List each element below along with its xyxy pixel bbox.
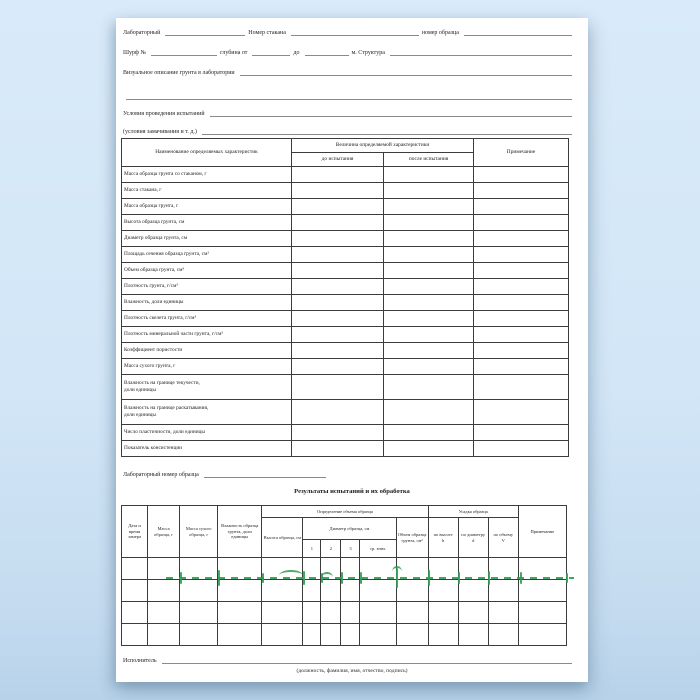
- empty-value-cell: [292, 215, 384, 231]
- empty-result-cell: [396, 580, 428, 602]
- empty-value-cell: [384, 441, 474, 457]
- empty-result-cell: [218, 580, 262, 602]
- shrinkage-sub-header: по объему V: [488, 518, 518, 558]
- blank-visual-description: [240, 67, 572, 76]
- green-tick-mark: [566, 573, 568, 583]
- empty-value-cell: [384, 231, 474, 247]
- table-row: [122, 425, 569, 441]
- table-row: [122, 183, 569, 199]
- empty-value-cell: [474, 375, 569, 400]
- characteristic-label: Высота образца грунта, см: [122, 215, 292, 231]
- volume-group-header: Определение объема образца: [262, 506, 428, 518]
- label-executor: Исполнитель: [123, 658, 157, 664]
- empty-value-cell: [474, 199, 569, 215]
- empty-result-cell: [321, 580, 341, 602]
- empty-value-cell: [384, 359, 474, 375]
- empty-value-cell: [474, 359, 569, 375]
- value-group-header: Величина определяемой характеристики: [292, 139, 474, 153]
- blank-soaking-conditions: [202, 126, 572, 135]
- empty-result-cell: [488, 624, 518, 646]
- empty-value-cell: [292, 375, 384, 400]
- characteristic-label: Влажность на границе раскатывания, доли единицы: [122, 400, 292, 425]
- empty-value-cell: [474, 311, 569, 327]
- table-row: [122, 295, 569, 311]
- table-row: [122, 231, 569, 247]
- empty-value-cell: [474, 215, 569, 231]
- characteristic-label: Плотность скелета грунта, г/см³: [122, 311, 292, 327]
- empty-value-cell: [474, 231, 569, 247]
- empty-value-cell: [292, 311, 384, 327]
- shrinkage-group-header: Усадка образца: [428, 506, 518, 518]
- empty-result-cell: [458, 624, 488, 646]
- empty-value-cell: [474, 343, 569, 359]
- label-soaking-conditions: (условия замачивания и т. д.): [123, 129, 197, 135]
- empty-value-cell: [474, 167, 569, 183]
- blank-depth-to: [305, 47, 349, 56]
- blank-executor: [162, 655, 572, 664]
- label-lab-sample-number: Лабораторный номер образца: [123, 472, 199, 478]
- empty-value-cell: [474, 327, 569, 343]
- before-test-header: до испытания: [292, 153, 384, 167]
- empty-result-cell: [122, 624, 148, 646]
- empty-value-cell: [474, 441, 569, 457]
- empty-value-cell: [384, 247, 474, 263]
- empty-result-cell: [180, 580, 218, 602]
- characteristic-label: Показатель консистенции: [122, 441, 292, 457]
- empty-result-cell: [488, 602, 518, 624]
- table-row: [122, 263, 569, 279]
- diameter-sub-header: 1: [303, 540, 321, 558]
- blank-lab-sample-number: [204, 469, 326, 478]
- empty-value-cell: [384, 199, 474, 215]
- empty-result-cell: [148, 580, 180, 602]
- label-visual-description: Визуальное описание грунта в лаборатории: [123, 70, 235, 76]
- green-tick-mark: [341, 572, 343, 584]
- empty-result-cell: [303, 580, 321, 602]
- green-tick-mark: [262, 573, 264, 583]
- results-note-header: Примечание: [518, 506, 566, 558]
- empty-result-cell: [428, 602, 458, 624]
- results-row: [122, 602, 567, 624]
- empty-result-cell: [218, 624, 262, 646]
- label-structure: м. Структура: [351, 50, 385, 56]
- characteristic-label: Масса сухого грунта, г: [122, 359, 292, 375]
- form-line-pit: [123, 44, 575, 56]
- characteristic-label: Влажность, доли единицы: [122, 295, 292, 311]
- empty-value-cell: [292, 263, 384, 279]
- empty-result-cell: [518, 624, 566, 646]
- empty-value-cell: [384, 327, 474, 343]
- empty-value-cell: [384, 425, 474, 441]
- empty-value-cell: [474, 247, 569, 263]
- characteristic-label: Масса образца грунта, г: [122, 199, 292, 215]
- form-line-soaking-conditions: [123, 123, 575, 135]
- blank-structure: [390, 47, 572, 56]
- empty-result-cell: [360, 624, 396, 646]
- empty-result-cell: [122, 602, 148, 624]
- empty-result-cell: [262, 602, 303, 624]
- shrinkage-sub-header: по высоте h: [428, 518, 458, 558]
- characteristic-label: Масса стакана, г: [122, 183, 292, 199]
- empty-result-cell: [180, 624, 218, 646]
- empty-result-cell: [396, 624, 428, 646]
- empty-result-cell: [218, 602, 262, 624]
- characteristic-label: Плотность грунта, г/см³: [122, 279, 292, 295]
- empty-result-cell: [303, 624, 321, 646]
- empty-result-cell: [341, 580, 360, 602]
- moisture-header: Влажность образца грунта, доли единицы: [218, 506, 262, 558]
- empty-value-cell: [292, 327, 384, 343]
- green-tick-mark: [303, 571, 305, 585]
- empty-value-cell: [384, 400, 474, 425]
- label-laboratory: Лабораторный: [123, 30, 161, 36]
- empty-value-cell: [292, 343, 384, 359]
- form-line-continuation: [123, 88, 575, 100]
- empty-value-cell: [384, 279, 474, 295]
- empty-value-cell: [474, 425, 569, 441]
- table-row: [122, 215, 569, 231]
- green-dashed-line: [166, 577, 574, 579]
- empty-result-cell: [303, 602, 321, 624]
- note-header: Примечание: [474, 139, 569, 167]
- diameter-group-header: Диаметр образца, см: [303, 518, 396, 540]
- diameter-sub-header: 3: [341, 540, 360, 558]
- blank-test-conditions: [210, 108, 572, 117]
- characteristic-label: Плотность минеральной части грунта, г/см³: [122, 327, 292, 343]
- empty-value-cell: [292, 400, 384, 425]
- empty-result-cell: [341, 602, 360, 624]
- empty-result-cell: [458, 580, 488, 602]
- characteristic-label: Коэффициент пористости: [122, 343, 292, 359]
- empty-result-cell: [396, 602, 428, 624]
- green-tick-mark: [488, 571, 490, 585]
- empty-result-cell: [122, 558, 148, 580]
- executor-caption: (должность, фамилия, имя, отчество, подпись): [296, 668, 408, 674]
- blank-depth-from: [252, 47, 290, 56]
- dry-mass-header: Масса сухого образца, г: [180, 506, 218, 558]
- empty-result-cell: [428, 580, 458, 602]
- empty-result-cell: [518, 602, 566, 624]
- empty-value-cell: [384, 343, 474, 359]
- results-table: [121, 505, 567, 646]
- height-header: Высота образца, см: [262, 518, 303, 558]
- blank-laboratory: [165, 27, 245, 36]
- datetime-header: Дата и время замера: [122, 506, 148, 558]
- label-pit-number: Шурф №: [123, 50, 147, 56]
- shrinkage-sub-header: по диаметру d: [458, 518, 488, 558]
- green-arc-mark: [279, 570, 303, 576]
- table-row: [122, 167, 569, 183]
- form-line-executor: [123, 652, 575, 664]
- empty-value-cell: [292, 425, 384, 441]
- table-row: [122, 441, 569, 457]
- blank-sample-number: [464, 27, 572, 36]
- green-tick-mark: [520, 572, 522, 584]
- empty-value-cell: [474, 263, 569, 279]
- label-cup-number: Номер стакана: [248, 30, 286, 36]
- results-row: [122, 624, 567, 646]
- empty-value-cell: [292, 279, 384, 295]
- characteristic-label: Диаметр образца грунта, см: [122, 231, 292, 247]
- empty-result-cell: [122, 580, 148, 602]
- characteristics-table: [121, 138, 569, 457]
- green-tick-mark: [218, 570, 220, 586]
- empty-result-cell: [148, 602, 180, 624]
- green-tick-mark: [360, 572, 362, 584]
- characteristic-label: Число пластичности, доли единицы: [122, 425, 292, 441]
- green-arc-mark: [392, 566, 402, 572]
- empty-result-cell: [321, 602, 341, 624]
- volume-header: Объем образца грунта, см³: [396, 518, 428, 558]
- diameter-sub-header: 2: [321, 540, 341, 558]
- empty-value-cell: [292, 183, 384, 199]
- empty-value-cell: [384, 311, 474, 327]
- characteristic-label: Влажность на границе текучести, доли единицы: [122, 375, 292, 400]
- empty-value-cell: [292, 167, 384, 183]
- empty-value-cell: [292, 199, 384, 215]
- empty-result-cell: [488, 580, 518, 602]
- characteristics-name-header: Наименование определяемых характеристик: [122, 139, 292, 167]
- table-row: [122, 199, 569, 215]
- blank-continuation: [126, 91, 572, 100]
- empty-value-cell: [292, 231, 384, 247]
- green-tick-mark: [458, 572, 460, 584]
- green-arc-mark: [321, 572, 333, 578]
- empty-value-cell: [474, 279, 569, 295]
- label-test-conditions: Условия проведения испытаний: [123, 111, 205, 117]
- empty-value-cell: [384, 215, 474, 231]
- form-line-lab-sample-number: [123, 466, 575, 478]
- empty-value-cell: [384, 295, 474, 311]
- empty-value-cell: [384, 183, 474, 199]
- empty-result-cell: [428, 624, 458, 646]
- empty-result-cell: [148, 624, 180, 646]
- empty-value-cell: [384, 263, 474, 279]
- characteristic-label: Масса образца грунта со стаканом, г: [122, 167, 292, 183]
- blank-cup-number: [291, 27, 419, 36]
- empty-result-cell: [360, 602, 396, 624]
- label-depth-from: глубина от: [220, 50, 248, 56]
- empty-value-cell: [474, 400, 569, 425]
- empty-value-cell: [384, 167, 474, 183]
- table-row: [122, 400, 569, 425]
- diameter-sub-header: ср. знач.: [360, 540, 396, 558]
- results-row: [122, 580, 567, 602]
- empty-value-cell: [292, 295, 384, 311]
- form-line-test-conditions: [123, 105, 575, 117]
- characteristic-label: Площадь сечения образца грунта, см²: [122, 247, 292, 263]
- results-title: Результаты испытаний и их обработка: [294, 488, 410, 495]
- label-depth-to: до: [293, 50, 300, 56]
- mass-header: Масса образца, г: [148, 506, 180, 558]
- after-test-header: после испытания: [384, 153, 474, 167]
- form-line-visual-description: [123, 64, 575, 76]
- blank-pit-number: [151, 47, 217, 56]
- table-row: [122, 327, 569, 343]
- empty-value-cell: [292, 359, 384, 375]
- label-sample-number: номер образца: [421, 30, 459, 36]
- empty-result-cell: [180, 602, 218, 624]
- table-row: [122, 359, 569, 375]
- empty-value-cell: [292, 247, 384, 263]
- table-row: [122, 279, 569, 295]
- table-row: [122, 311, 569, 327]
- characteristic-label: Объем образца грунта, см³: [122, 263, 292, 279]
- empty-result-cell: [262, 624, 303, 646]
- empty-result-cell: [360, 580, 396, 602]
- table-row: [122, 375, 569, 400]
- form-line-lab-number: [123, 24, 575, 36]
- green-tick-mark: [428, 570, 430, 586]
- empty-result-cell: [518, 580, 566, 602]
- empty-value-cell: [474, 295, 569, 311]
- green-tick-mark: [180, 572, 182, 584]
- empty-value-cell: [384, 375, 474, 400]
- empty-result-cell: [458, 602, 488, 624]
- empty-result-cell: [321, 624, 341, 646]
- table-row: [122, 343, 569, 359]
- document-page: [116, 18, 588, 682]
- empty-value-cell: [474, 183, 569, 199]
- empty-result-cell: [262, 580, 303, 602]
- empty-result-cell: [341, 624, 360, 646]
- table-row: [122, 247, 569, 263]
- empty-value-cell: [292, 441, 384, 457]
